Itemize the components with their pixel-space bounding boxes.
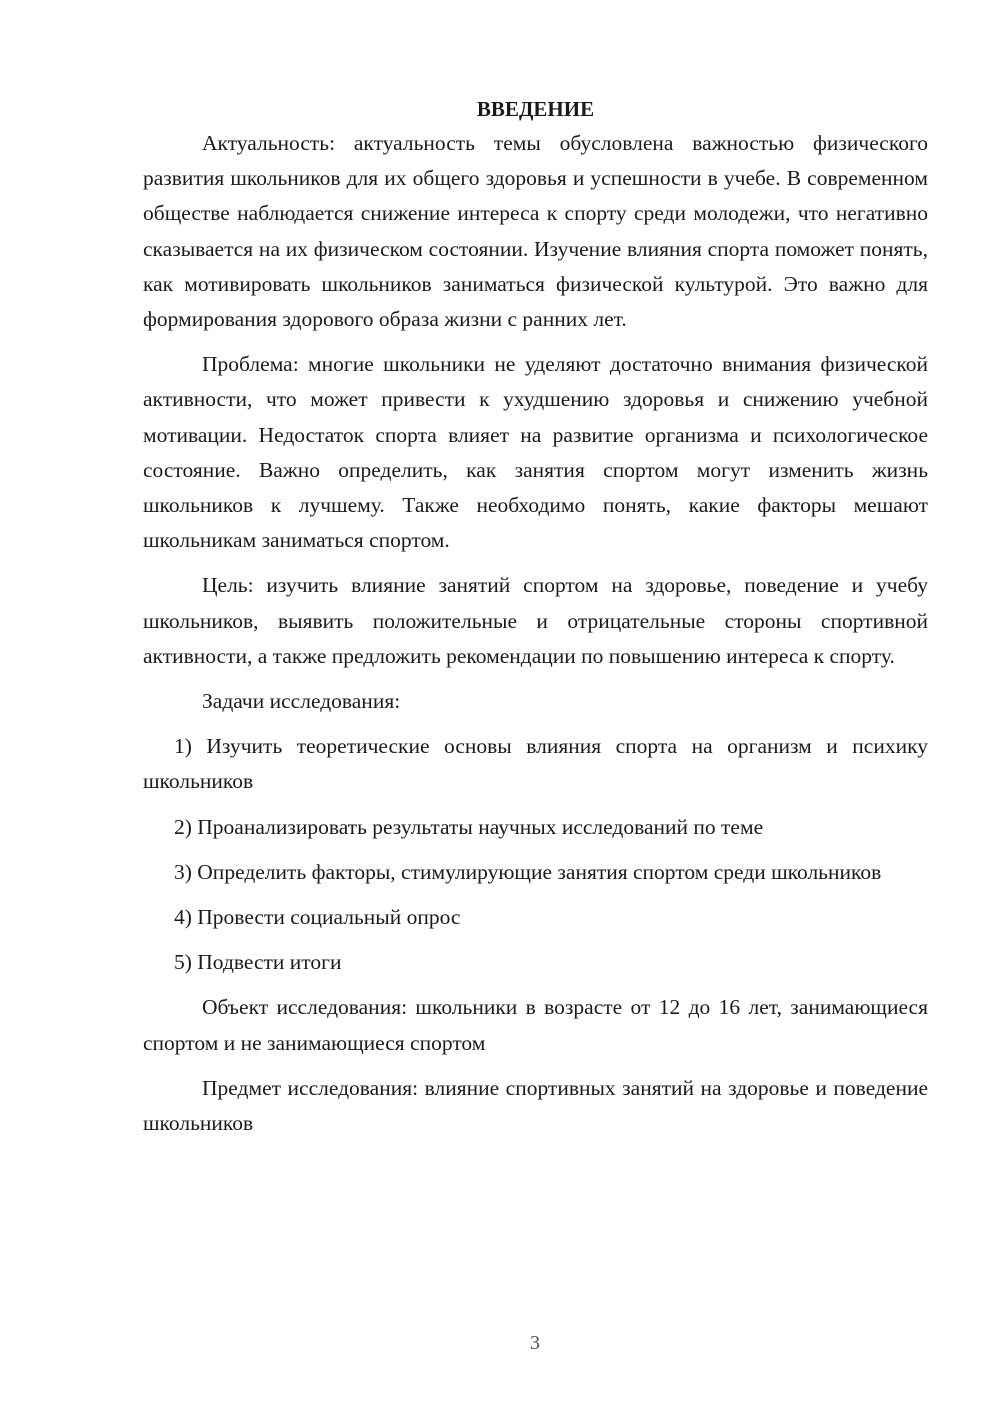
paragraph-subject: Предмет исследования: влияние спортивных занятий на здоровье и поведение школьников (143, 1075, 928, 1136)
paragraph-goal: Цель: изучить влияние занятий спортом на здоровье, поведение и учебу школьников, выявить положительные и отрицательные стороны спортивной активности, а также предложить рекомендации по повышению интереса к спорту. (143, 573, 928, 668)
task-item-4: 4) Провести социальный опрос (174, 905, 461, 930)
paragraph-tasks-heading: Задачи исследования: (202, 689, 401, 714)
task-item-3: 3) Определить факторы, стимулирующие занятия спортом среди школьников (174, 859, 882, 884)
task-item-2: 2) Проанализировать результаты научных исследований по теме (174, 814, 764, 839)
page-number: 3 (530, 1332, 540, 1354)
document-page (143, 92, 928, 1151)
task-item-5: 5) Подвести итоги (174, 950, 342, 975)
paragraph-object: Объект исследования: школьники в возрасте от 12 до 16 лет, занимающиеся спортом и не занимающиеся спортом (143, 995, 928, 1055)
paragraph-relevance: Актуальность: актуальность темы обусловлена важностью физического развития школьников для их общего здоровья и успешности в учебе. В современном обществе наблюдается снижение интереса к спорту среди молодежи, что негативно сказывается на их физическом состоянии. Изучение влияния спорта поможет понять, как мотивировать школьников заниматься физической культурой. Это важно для формирования здорового образа жизни с ранних лет. (143, 131, 928, 332)
task-item-1: 1) Изучить теоретические основы влияния спорта на организм и психику школьников (143, 734, 928, 794)
document-title: ВВЕДЕНИЕ (476, 97, 595, 121)
paragraph-problem: Проблема: многие школьники не уделяют достаточно внимания физической активности, что может привести к ухудшению здоровья и снижению учебной мотивации. Недостаток спорта влияет на развитие организма и психологическое состояние. Важно определить, как занятия спортом могут изменить жизнь школьников к лучшему. Также необходимо понять, какие факторы мешают школьникам заниматься спортом. (143, 352, 928, 553)
